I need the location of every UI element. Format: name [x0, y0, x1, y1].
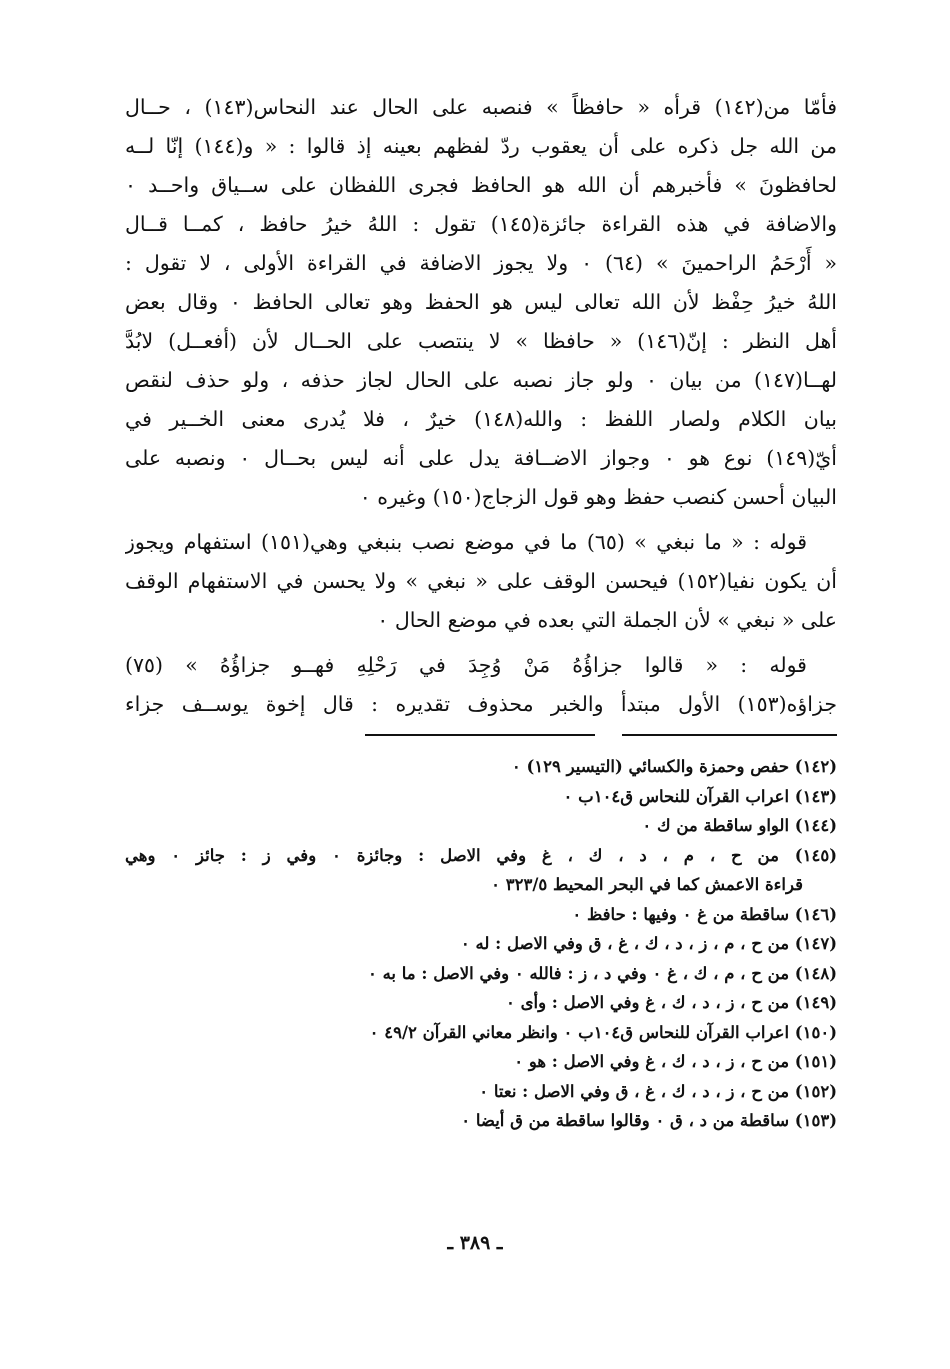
text-line: فأمّا من(١٤٢) قرأه « حافظاً » فنصبه على الحال عند النحاس(١٤٣) ، حــال: [125, 95, 837, 119]
page-number: ـ ٣٨٩ ـ: [447, 1232, 503, 1254]
footnote: (١٤٦) ساقطة من غ ٠ وفيها : حافظ ٠: [572, 904, 837, 924]
footnotes: [125, 752, 837, 1136]
text-line: قوله : « ما نبغي » (٦٥) ما في موضع نصب بنبغي وهي(١٥١) استفهام ويجوز: [125, 530, 807, 554]
separator-rule: [365, 734, 595, 736]
page-body: [125, 88, 837, 1136]
text-line: أهل النظر : إنّ(١٤٦) « حافظا » لا ينتصب على الحــال لأن (أفعــل) لابُدَّ: [125, 329, 837, 353]
text-line: أن يكون نفيا(١٥٢) فيحسن الوقف على « نبغي » ولا يحسن في الاستفهام الوقف: [125, 569, 837, 593]
footnote: (١٤٣) اعراب القرآن للنحاس ق١٠٤ب ٠: [563, 786, 837, 806]
footnote: (١٤٢) حفص وحمزة والكسائي (التيسير ١٢٩) ٠: [511, 757, 837, 776]
text-line: والاضافة في هذه القراءة جائزة(١٤٥) تقول : اللهُ خيرُ حافظ ، كمــا قــال: [125, 212, 837, 236]
footnote-separator: [125, 728, 837, 748]
text-line: اللهُ خيرُ حِفْظ لأن الله تعالى ليس هو الحفظ وهو تعالى الحافظ ٠ وقال بعض: [125, 290, 837, 314]
text-line: قوله : « قالوا جزاؤُهُ مَنْ وُجِدَ في رَحْلِهِ فهــو جزاؤُهُ » (٧٥): [125, 653, 807, 677]
separator-rule: [622, 734, 837, 736]
text-line: أيّ(١٤٩) نوع هو ٠ وجواز الاضــافة يدل على أنه ليس بحــال ٠ ونصبه على: [125, 446, 837, 470]
footnote: (١٤٥) من ح ، م ، د ، ك ، غ وفي الاصل : وجائزة ٠ وفي ز : جائز ٠ وهي: [125, 845, 837, 865]
footnote: (١٤٨) من ح ، م ، ك ، غ ٠ وفي د ، ز : فالله ٠ وفي الاصل : ما به ٠: [367, 963, 837, 983]
paragraph-3: [125, 646, 837, 724]
footnote: (١٤٧) من ح ، م ، ز ، د ، ك ، غ ، ق وفي الاصل : له ٠: [460, 934, 837, 953]
footnote: (١٥٠) اعراب القرآن للنحاس ق١٠٤ب ٠ وانظر معاني القرآن ٤٩/٢ ٠: [369, 1022, 837, 1042]
footnote-continuation: قراءة الاعمش كما في البحر المحيط ٣٢٣/٥ ٠: [491, 875, 803, 894]
text-line: بيان الكلام ولصار اللفظ : والله(١٤٨) خيرٌ ، فلا يُدرى معنى الخــير في: [125, 407, 837, 431]
footnote: (١٥١) من ح ، ز ، د ، ك ، غ وفي الاصل : هو ٠: [514, 1052, 837, 1071]
text-line: على « نبغي » لأن الجملة التي بعده في موضع الحال ٠: [377, 608, 837, 632]
text-line: جزاؤه(١٥٣) الأول مبتدأ والخبر محذوف تقديره : قال إخوة يوســف جزاء: [125, 692, 837, 716]
footnote: (١٤٩) من ح ، ز ، د ، ك ، غ وفي الاصل : وأى ٠: [505, 993, 837, 1012]
paragraph-2: [125, 523, 837, 640]
paragraph-1: [125, 88, 837, 517]
text-line: لحافظونَ » فأخبرهم أن الله هو الحافظ فجرى اللفظان على ســياق واحــد ٠: [125, 173, 837, 197]
text-line: من الله جل ذكره على أن يعقوب ردّ لفظهم بعينه إذ قالوا : « و(١٤٤) إنّا لــه: [125, 134, 837, 158]
footnote: (١٤٤) الواو ساقطة من ك ٠: [642, 816, 837, 835]
text-line: البيان أحسن كنصب حفظ وهو قول الزجاج(١٥٠) وغيره ٠: [359, 485, 837, 509]
footnote: (١٥٣) ساقطة من د ، ق ٠ وقالوا ساقطة من ق أيضا ٠: [461, 1111, 837, 1130]
footnote: (١٥٢) من ح ، ز ، د ، ك ، غ ، ق وفي الاصل : نعتا ٠: [479, 1081, 837, 1101]
text-line: « أَرْحَمُ الراحمينَ » (٦٤) ٠ ولا يجوز الاضافة في القراءة الأولى ، لا تقول :: [125, 251, 837, 275]
text-line: لهــا(١٤٧) من بيان ٠ ولو جاز نصبه على الحال لجاز حذفه ، ولو حذف لنقص: [125, 368, 837, 392]
